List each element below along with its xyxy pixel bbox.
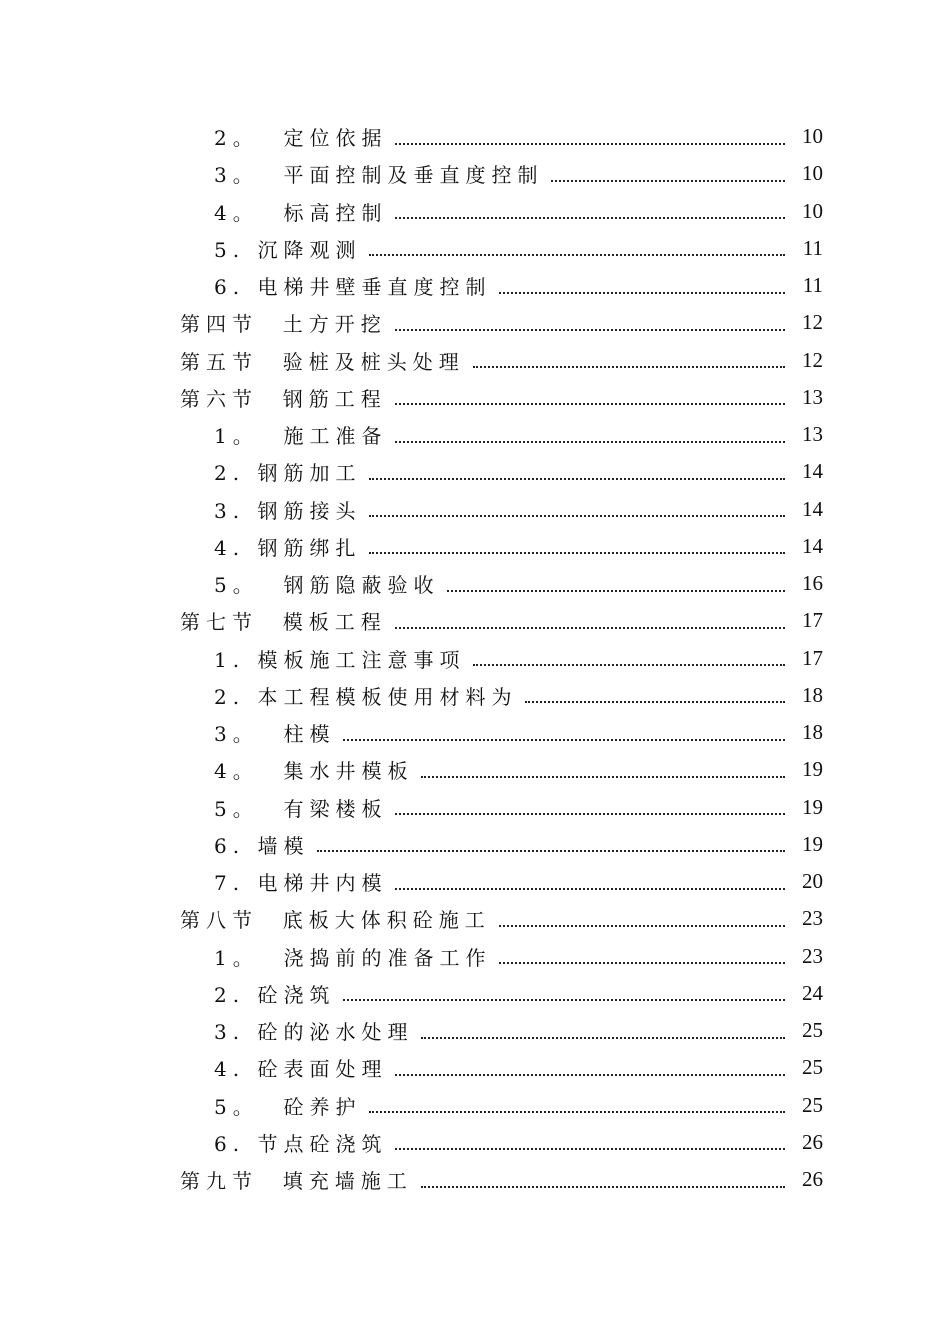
toc-entry-title: 5。 砼养护 <box>214 1094 362 1119</box>
toc-entry-page-number: 13 <box>802 422 823 447</box>
toc-entry[interactable] <box>0 304 950 341</box>
toc-entry-page-number: 10 <box>802 161 823 186</box>
toc-entry-title: 第四节 土方开挖 <box>180 312 387 337</box>
toc-entry-title: 1。 施工准备 <box>214 424 388 449</box>
toc-entry-title: 6. 墙模 <box>214 833 310 858</box>
dot-leader <box>343 979 785 1001</box>
toc-entry[interactable] <box>0 826 950 863</box>
toc-entry-title: 4。 集水井模板 <box>214 759 414 784</box>
toc-entry-page-number: 24 <box>802 980 823 1005</box>
toc-entry-page-number: 17 <box>802 645 823 670</box>
dot-leader <box>473 346 785 368</box>
toc-entry-title: 4. 钢筋绑扎 <box>214 535 362 560</box>
toc-entry-title: 3。 柱模 <box>214 722 336 747</box>
toc-entry-page-number: 25 <box>802 1092 823 1117</box>
toc-entry-page-number: 11 <box>802 235 823 260</box>
toc-entry-title: 2. 本工程模板使用材料为 <box>214 684 518 709</box>
toc-entry-title: 第八节 底板大体积砼施工 <box>180 908 491 933</box>
toc-entry-title: 6. 节点砼浇筑 <box>214 1131 388 1156</box>
dot-leader <box>369 1091 785 1113</box>
toc-entry-title: 第九节 填充墙施工 <box>180 1169 413 1194</box>
dot-leader <box>525 681 785 703</box>
dot-leader <box>395 1054 785 1076</box>
toc-entry-title: 4。 标高控制 <box>214 200 388 225</box>
toc-entry-page-number: 25 <box>802 1018 823 1043</box>
table-of-contents <box>0 118 950 1198</box>
toc-entry[interactable] <box>0 565 950 602</box>
dot-leader <box>421 756 785 778</box>
toc-entry-page-number: 23 <box>802 906 823 931</box>
toc-entry-page-number: 19 <box>802 794 823 819</box>
toc-entry[interactable] <box>0 379 950 416</box>
toc-entry[interactable] <box>0 528 950 565</box>
toc-entry[interactable] <box>0 1049 950 1086</box>
toc-entry-title: 7. 电梯井内模 <box>214 871 388 896</box>
toc-entry-page-number: 14 <box>802 533 823 558</box>
dot-leader <box>421 1017 785 1039</box>
toc-entry-page-number: 25 <box>802 1055 823 1080</box>
toc-entry-title: 1。 浇捣前的准备工作 <box>214 945 492 970</box>
toc-entry[interactable] <box>0 863 950 900</box>
dot-leader <box>343 719 785 741</box>
dot-leader <box>499 942 785 964</box>
toc-entry-title: 1. 模板施工注意事项 <box>214 647 466 672</box>
dot-leader <box>551 160 785 182</box>
toc-entry[interactable] <box>0 267 950 304</box>
toc-entry-page-number: 14 <box>802 459 823 484</box>
dot-leader <box>395 197 785 219</box>
toc-entry[interactable] <box>0 938 950 975</box>
dot-leader <box>369 495 785 517</box>
toc-entry-title: 第六节 钢筋工程 <box>180 386 387 411</box>
dot-leader <box>395 383 785 405</box>
toc-entry[interactable] <box>0 1161 950 1198</box>
dot-leader <box>395 421 785 443</box>
toc-entry[interactable] <box>0 1012 950 1049</box>
toc-entry-page-number: 26 <box>802 1167 823 1192</box>
toc-entry-title: 6. 电梯井壁垂直度控制 <box>214 275 492 300</box>
dot-leader <box>395 868 785 890</box>
toc-entry-page-number: 20 <box>802 869 823 894</box>
toc-entry[interactable] <box>0 118 950 155</box>
toc-entry-page-number: 23 <box>802 943 823 968</box>
dot-leader <box>421 1166 785 1188</box>
dot-leader <box>369 458 785 480</box>
toc-entry-page-number: 18 <box>802 720 823 745</box>
toc-entry-page-number: 17 <box>802 608 823 633</box>
toc-entry[interactable] <box>0 342 950 379</box>
toc-entry[interactable] <box>0 677 950 714</box>
dot-leader <box>395 123 785 145</box>
dot-leader <box>395 1128 785 1150</box>
toc-entry[interactable] <box>0 602 950 639</box>
dot-leader <box>447 570 785 592</box>
toc-entry-title: 5。 钢筋隐蔽验收 <box>214 573 440 598</box>
toc-entry-page-number: 19 <box>802 831 823 856</box>
toc-entry-page-number: 10 <box>802 124 823 149</box>
dot-leader <box>395 793 785 815</box>
toc-entry-page-number: 26 <box>802 1129 823 1154</box>
toc-entry[interactable] <box>0 789 950 826</box>
toc-entry-page-number: 13 <box>802 384 823 409</box>
toc-entry-title: 2. 钢筋加工 <box>214 461 362 486</box>
dot-leader <box>395 309 785 331</box>
toc-entry-title: 3. 钢筋接头 <box>214 498 362 523</box>
dot-leader <box>499 272 785 294</box>
toc-entry[interactable] <box>0 640 950 677</box>
toc-entry-page-number: 10 <box>802 198 823 223</box>
toc-entry-title: 4. 砼表面处理 <box>214 1057 388 1082</box>
toc-entry-title: 第五节 验桩及桩头处理 <box>180 349 465 374</box>
toc-entry-page-number: 18 <box>802 682 823 707</box>
toc-entry[interactable] <box>0 900 950 937</box>
toc-entry-title: 3. 砼的泌水处理 <box>214 1020 414 1045</box>
toc-entry[interactable] <box>0 714 950 751</box>
toc-entry-page-number: 12 <box>802 310 823 335</box>
toc-entry[interactable] <box>0 1087 950 1124</box>
toc-entry[interactable] <box>0 453 950 490</box>
toc-entry[interactable] <box>0 491 950 528</box>
dot-leader <box>473 644 785 666</box>
toc-entry-title: 5。 有梁楼板 <box>214 796 388 821</box>
dot-leader <box>395 607 785 629</box>
toc-entry-page-number: 14 <box>802 496 823 521</box>
toc-entry-page-number: 19 <box>802 757 823 782</box>
toc-entry[interactable] <box>0 751 950 788</box>
toc-entry[interactable] <box>0 416 950 453</box>
toc-entry-title: 2。 定位依据 <box>214 126 388 151</box>
toc-entry[interactable] <box>0 155 950 192</box>
toc-entry-page-number: 12 <box>802 347 823 372</box>
toc-entry-page-number: 16 <box>802 571 823 596</box>
dot-leader <box>369 234 785 256</box>
dot-leader <box>317 830 785 852</box>
dot-leader <box>369 532 785 554</box>
toc-entry[interactable] <box>0 975 950 1012</box>
toc-entry-title: 第七节 模板工程 <box>180 610 387 635</box>
toc-entry[interactable] <box>0 230 950 267</box>
dot-leader <box>499 905 785 927</box>
toc-entry-title: 3。 平面控制及垂直度控制 <box>214 163 544 188</box>
toc-entry-page-number: 11 <box>802 273 823 298</box>
toc-entry[interactable] <box>0 1124 950 1161</box>
toc-entry-title: 2. 砼浇筑 <box>214 982 336 1007</box>
toc-entry-title: 5. 沉降观测 <box>214 237 362 262</box>
toc-entry[interactable] <box>0 193 950 230</box>
